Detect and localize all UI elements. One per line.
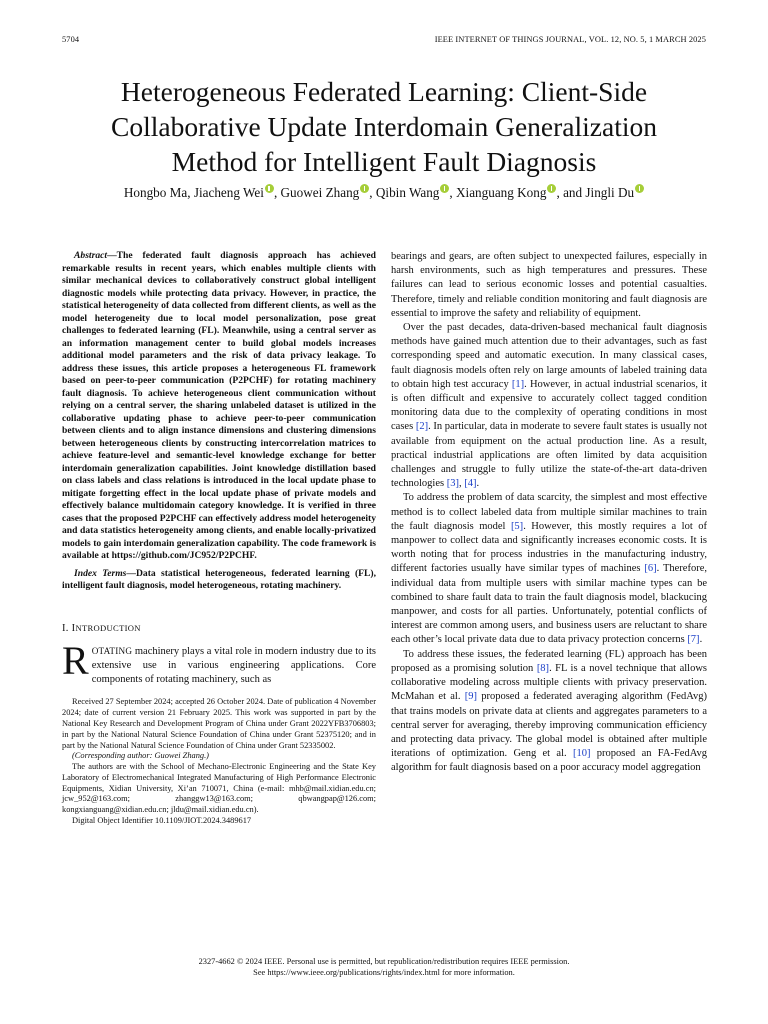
- section-heading: [62, 621, 376, 636]
- citation-link[interactable]: [10]: [572, 748, 591, 760]
- body-text: . In particular, data in moderate to severe fault states is usually not available from equipment on the actual production line. As a result, practical industrial applications are often limited by data acquisition challenges and struggle to fully utilize the state-of-the-art data-driven technologies: [391, 421, 707, 490]
- body-paragraph: [391, 648, 707, 776]
- abstract-label: Abstract: [74, 250, 108, 261]
- author-text: , Xianguang Kong: [449, 185, 547, 200]
- section-number: I.: [62, 622, 72, 634]
- right-column: [391, 250, 707, 776]
- paper-title: [40, 74, 728, 179]
- abstract: [62, 250, 376, 563]
- footnote-doi: Digital Object Identifier 10.1109/JIOT.2024.3489617: [72, 816, 252, 826]
- body-text: proposed a federated averaging algorithm (FedAvg) that trains models on private data at clients and aggregates parameters to a central server for averaging, thereby improving communication efficiency and protecting data privacy. The global model is obtained after multiple iterations of optimization. Geng et al.: [391, 691, 707, 760]
- intro-text: machinery plays a vital role in modern industry due to its extensive use in various engineering applications. Core components of rotating machinery, such as: [91, 645, 376, 686]
- title-line: Collaborative Update Interdomain Generalization: [111, 111, 657, 142]
- body-paragraph: bearings and gears, are often subject to unexpected failures, especially in harsh environments, such as high temperatures and pressures. These failures can lead to serious economic losses and potential casualties. Therefore, timely and reliable condition monitoring and fault diagnosis are essential to improve the safety and reliability of equipment.: [391, 251, 707, 319]
- index-terms-text: —Data statistical heterogeneous, federated learning (FL), intelligent fault diagnosis, model heterogeneous, rotating machinery.: [62, 567, 376, 591]
- page-number: 5704: [62, 35, 80, 44]
- footnote-affiliation: The authors are with the School of Mechano-Electronic Engineering and the State Key Laboratory of Electromechanical Integrated Manufacturing of High Performance Electronic Equipments, Xidian University, Xi’an 710071, China (e-mail: mhb@mail.xidian.edu.cn; jcw_952@163.com; zhanggw13@163.com; qbwangpap@126.com; kongxianguang@xidian.edu.cn; jldu@mail.xidian.edu.cn).: [62, 762, 376, 815]
- footnote-received: Received 27 September 2024; accepted 26 October 2024. Date of publication 4 November 2024; date of current version 21 February 2025. This work was supported in part by the National Key Research and Development Program of China under Grant 2022YFB3706803; in part by the National Natural Science Foundation of China under Grant 52375120; and in part by the National Natural Science Foundation of China under Grant 52335002.: [62, 697, 376, 750]
- orcid-icon[interactable]: [360, 184, 369, 193]
- body-text: . FL is a novel technique that allows collaborative modeling across multiple clients with privacy preservation. McMahan et al.: [391, 662, 707, 703]
- author-text: Hongbo Ma, Jiacheng Wei: [123, 185, 264, 200]
- cap-word: OTATING: [91, 645, 133, 656]
- author-text: , Guowei Zhang: [273, 185, 360, 200]
- citation-link[interactable]: [4]: [464, 478, 477, 490]
- abstract-text: —The federated fault diagnosis approach has achieved remarkable results in recent years, which enables multiple clients with similar mechanical devices to collaboratively construct global intelligent diagnostic models while protecting data privacy. However, in practice, the statistical heterogeneity of data collected from different clients, as well as the model heterogeneity due to local model personalization, pose great challenges to federated learning (FL). Meanwhile, using a central server as an information management center to build global models increases additional model parameters and the risk of data privacy leakage. To address these issues, this article proposes a heterogeneous FL framework based on peer-to-peer communication (P2PCHF) for rotating machinery fault diagnosis. To achieve heterogeneous client communication without relying on a central server, the sharing unlabeled dataset is utilized in the collaborative updating phase to achieve peer-to-peer communication between clients and to align instance dimensions and clustering dimensions between heterogeneous clients by constructing intercorrelation matrices to achieve feature-level and semantic-level knowledge exchange for better interdomain generalization capabilities. Joint knowledge distillation based on class labels and class relations is introduced in the local update phase to mitigate forgetting effect in the local update phase of private models and effectively balance multidomain category knowledge. It is verified in three cases that the proposed P2PCHF can effectively address model heterogeneity and data statistics heterogeneity among clients, and enable locally-privatized models to gain interdomain generalization capability. The code framework is available at https://github.com/JC952/P2PCHF.: [62, 250, 376, 561]
- citation-link[interactable]: [8]: [536, 662, 550, 674]
- body-text: ,: [458, 478, 465, 490]
- body-paragraph: [391, 491, 707, 647]
- copyright-line: 2327-4662 © 2024 IEEE. Personal use is permitted, but republication/redistribution requires IEEE permission.: [198, 957, 570, 966]
- title-line: Method for Intelligent Fault Diagnosis: [171, 146, 597, 177]
- body-paragraph: [391, 321, 707, 491]
- copyright-notice: [40, 956, 728, 978]
- author-text: , Qibin Wang: [369, 185, 440, 200]
- citation-link[interactable]: [7]: [687, 634, 700, 646]
- journal-name: IEEE INTERNET OF THINGS JOURNAL, VOL. 12, NO. 5, 1 MARCH 2025: [434, 35, 706, 44]
- footnote-block: [62, 697, 376, 827]
- orcid-icon[interactable]: [265, 184, 274, 193]
- section-title-first: I: [71, 622, 76, 634]
- citation-link[interactable]: [6]: [644, 563, 657, 575]
- body-text: . Therefore, individual data from multiple users with similar machine types can be combined to share fault data to train the fault diagnosis model, blackucing manpower, and costs for all parties. Unfortunately, potential conflicts of interest are common among users, and business users are reluctant to share each other’s local private data due to data privacy protection concerns: [391, 563, 707, 646]
- orcid-icon[interactable]: [635, 184, 644, 193]
- body-text: .: [699, 634, 703, 646]
- index-terms: [62, 568, 376, 593]
- index-terms-label: Index Terms: [74, 567, 127, 579]
- body-text: . However, this mostly requires a lot of manpower to collect data and significantly increases economic costs. It is worth noting that for process industries in the manufacturing industry, different factories usually have similar types of machines: [391, 520, 707, 575]
- footnote-corresponding: (Corresponding author: Guowei Zhang.): [72, 751, 209, 761]
- body-text: proposed an FA-FedAvg algorithm for fault diagnosis based on a poor accuracy model aggregation: [391, 748, 707, 774]
- copyright-line: See https://www.ieee.org/publications/rights/index.html for more information.: [253, 968, 515, 977]
- citation-link[interactable]: [3]: [446, 478, 459, 490]
- citation-link[interactable]: [9]: [464, 691, 477, 703]
- body-text: To address these issues, the federated learning (FL) approach has been proposed as a promising solution: [391, 648, 707, 674]
- drop-cap: R: [62, 637, 89, 683]
- citation-link[interactable]: [2]: [415, 421, 429, 433]
- citation-link[interactable]: [1]: [511, 378, 525, 390]
- section-title-rest: NTRODUCTION: [75, 622, 141, 633]
- left-column: [62, 250, 376, 827]
- author-list: [40, 184, 728, 201]
- author-text: , and Jingli Du: [556, 185, 635, 200]
- body-text: Over the past decades, data-driven-based mechanical fault diagnosis methods have gained much attention due to their advantages, such as fast corresponding speed and automatic execution. In many classical cases, fault diagnosis models often rely on large amounts of labeled training data to obtain high test accuracy: [391, 322, 707, 390]
- intro-paragraph: [62, 637, 376, 688]
- title-line: Heterogeneous Federated Learning: Client-Side: [120, 76, 648, 107]
- body-text: .: [476, 478, 480, 490]
- body-text: To address the problem of data scarcity, the simplest and most effective method is to collect labeled data from multiple similar machines to train the fault diagnosis model: [391, 492, 707, 532]
- running-header: [62, 35, 706, 47]
- body-text: . However, in actual industrial scenarios, it is often difficult and expensive to accurately collect tagged condition monitoring data due to the complexity of operating conditions in most cases: [391, 378, 707, 433]
- citation-link[interactable]: [5]: [510, 520, 524, 532]
